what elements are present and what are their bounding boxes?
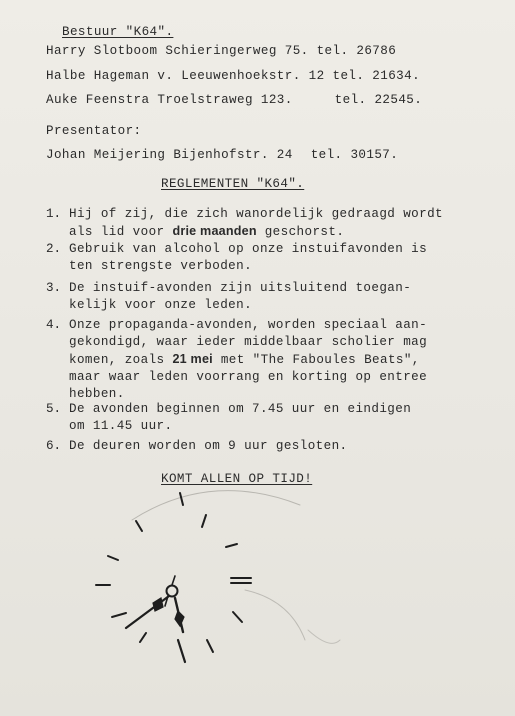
member-address: Schieringerweg 75. <box>165 44 309 58</box>
rule-line: ten strengste verboden. <box>69 259 253 273</box>
tick-10 <box>108 556 118 560</box>
rule-emphasis: 21 mei <box>172 352 213 366</box>
tick-12 <box>180 493 183 505</box>
tick-1 <box>202 515 206 527</box>
rule-text: geschorst. <box>256 225 345 239</box>
pencil-stroke <box>132 491 300 520</box>
board-heading: Bestuur "K64". <box>62 25 174 39</box>
rule-number: 2. <box>46 242 62 256</box>
tick-2 <box>226 544 237 547</box>
rule-text: als lid voor <box>69 225 173 239</box>
tick-4 <box>233 612 242 622</box>
tick-5 <box>207 640 213 652</box>
member-tel: tel. 26786 <box>316 44 397 58</box>
rule-line: maar waar leden voorrang en korting op entree <box>69 370 428 384</box>
rule-line: hebben. <box>69 387 125 401</box>
rule-line: De deuren worden om 9 uur gesloten. <box>69 439 348 453</box>
pencil-stroke <box>308 630 340 643</box>
rule-line: Gebruik van alcohol op onze instuifavonden is <box>69 242 428 256</box>
hand-ornament <box>153 598 163 611</box>
tick-8 <box>112 613 126 617</box>
presenter-name: Johan Meijering <box>46 148 166 162</box>
pencil-stroke <box>245 590 305 640</box>
rule-number: 5. <box>46 402 62 416</box>
rule-line: kelijk voor onze leden. <box>69 298 253 312</box>
member-address: v. Leeuwenhoekstr. 12 <box>157 69 325 83</box>
clock-center <box>167 586 178 597</box>
rule-line: De avonden beginnen om 7.45 uur en eindigen <box>69 402 412 416</box>
presenter-tel: tel. 30157. <box>310 148 399 162</box>
member-name: Halbe Hageman <box>46 69 150 83</box>
rule-number: 3. <box>46 281 62 295</box>
rule-number: 1. <box>46 207 62 221</box>
rule-line: gekondigd, waar ieder middelbaar scholier mag <box>69 335 428 349</box>
rule-line: De instuif-avonden zijn uitsluitend toegan- <box>69 281 412 295</box>
hour-hand-tail <box>178 640 185 662</box>
tick-11 <box>136 521 142 531</box>
second-hand <box>172 576 175 585</box>
rule-line: om 11.45 uur. <box>69 419 173 433</box>
presenter-address: Bijenhofstr. 24 <box>173 148 293 162</box>
closing-slogan: KOMT ALLEN OP TIJD! <box>161 472 313 486</box>
rules-heading: REGLEMENTEN "K64". <box>161 177 305 191</box>
rule-line: Hij of zij, die zich wanordelijk gedraagd wordt <box>69 207 444 221</box>
member-name: Harry Slotboom <box>46 44 158 58</box>
rule-number: 6. <box>46 439 62 453</box>
tick-7 <box>140 633 146 642</box>
presenter-heading: Presentator: <box>46 124 142 138</box>
minute-hand <box>126 596 169 628</box>
member-address: Troelstraweg 123. <box>157 93 293 107</box>
rule-emphasis: drie maanden <box>172 224 257 238</box>
rule-text: komen, zoals <box>69 353 173 367</box>
member-tel: tel. 21634. <box>332 69 421 83</box>
rule-line: Onze propaganda-avonden, worden speciaal aan- <box>69 318 428 332</box>
rule-number: 4. <box>46 318 62 332</box>
hand-ornament <box>175 611 184 626</box>
member-name: Auke Feenstra <box>46 93 150 107</box>
rule-text: met "The Faboules Beats", <box>212 353 420 367</box>
member-tel: tel. 22545. <box>334 93 423 107</box>
